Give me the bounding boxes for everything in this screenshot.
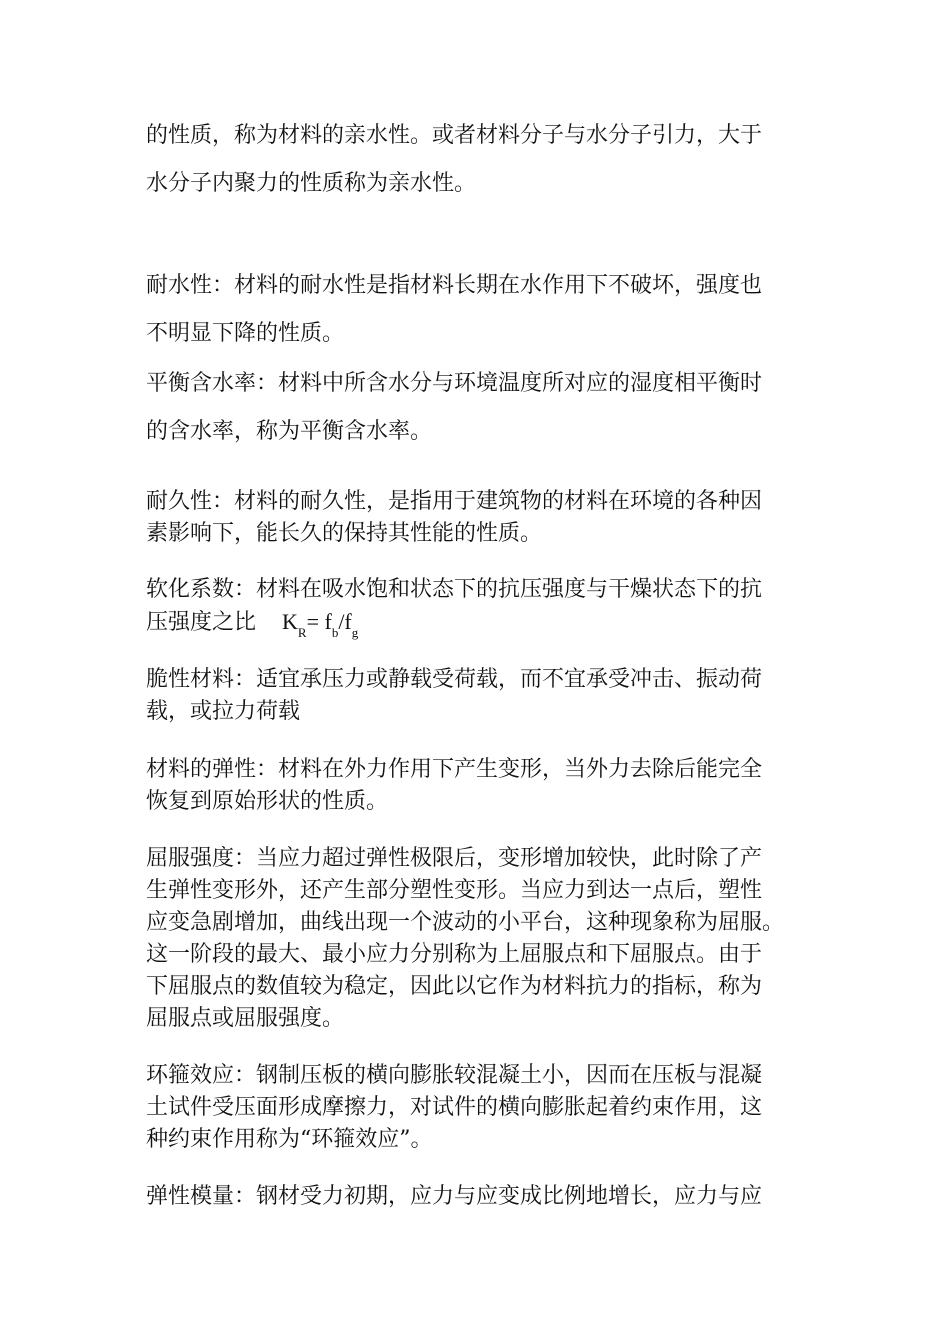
paragraph-durability	[146, 486, 810, 550]
formula-slash-f: /f	[338, 609, 352, 634]
text-line: 屈服点或屈服强度。	[146, 1006, 345, 1031]
text-segment: 压强度之比	[146, 610, 257, 635]
text-line: 的含水率，称为平衡含水率。	[146, 419, 433, 444]
text-line: 下屈服点的数值较为稳定，因此以它作为材料抗力的指标，称为	[146, 974, 763, 999]
paragraph-equilibrium-moisture	[146, 360, 810, 456]
text-line: 材料的弹性：材料在外力作用下产生变形，当外力去除后能完全	[146, 757, 763, 782]
text-line: 软化系数：材料在吸水饱和状态下的抗压强度与干燥状态下的抗	[146, 577, 763, 602]
text-line: 屈服强度：当应力超过弹性极限后，变形增加较快，此时除了产	[146, 846, 763, 871]
text-line: 素影响下，能长久的保持其性能的性质。	[146, 521, 543, 546]
formula-equals-f: = f	[306, 609, 332, 634]
text-line: 恢复到原始形状的性质。	[146, 789, 389, 814]
text-line: 不明显下降的性质。	[146, 321, 345, 346]
text-line: 平衡含水率：材料中所含水分与环境温度所对应的湿度相平衡时	[146, 371, 763, 396]
paragraph-softening-coefficient	[146, 574, 810, 638]
formula-fg-subscript: g	[351, 625, 359, 640]
text-line: 耐久性：材料的耐久性，是指用于建筑物的材料在环境的各种因	[146, 489, 763, 514]
text-line: 水分子内聚力的性质称为亲水性。	[146, 171, 477, 196]
text-line: 土试件受压面形成摩擦力，对试件的横向膨胀起着约束作用，这	[146, 1095, 763, 1120]
text-line: 耐水性：材料的耐水性是指材料长期在水作用下不破坏，强度也	[146, 273, 763, 298]
text-line: 脆性材料：适宜承压力或静载受荷载，而不宜承受冲击、振动荷	[146, 667, 763, 692]
paragraph-brittle-material	[146, 664, 810, 728]
text-line: 种约束作用称为“环箍效应”。	[146, 1127, 433, 1152]
text-line: 这一阶段的最大、最小应力分别称为上屈服点和下屈服点。由于	[146, 942, 763, 967]
formula-fb-subscript: b	[331, 625, 339, 640]
paragraph-hydrophilicity	[146, 112, 810, 208]
paragraph-elasticity	[146, 754, 810, 818]
text-line: 生弹性变形外，还产生部分塑性变形。当应力到达一点后，塑性	[146, 878, 763, 903]
paragraph-elastic-modulus	[146, 1181, 810, 1213]
text-line: 环箍效应：钢制压板的横向膨胀较混凝土小，因而在压板与混凝	[146, 1063, 763, 1088]
paragraph-water-resistance	[146, 262, 810, 358]
text-line: 载，或拉力荷载	[146, 699, 301, 724]
softening-coefficient-formula	[282, 609, 359, 640]
paragraph-yield-strength	[146, 843, 810, 1035]
text-line: 应变急剧增加，曲线出现一个波动的小平台，这种现象称为屈服。	[146, 910, 785, 935]
formula-k: K	[282, 609, 298, 634]
text-line: 的性质，称为材料的亲水性。或者材料分子与水分子引力，大于	[146, 123, 763, 148]
paragraph-hoop-effect	[146, 1060, 810, 1156]
text-line-with-formula	[146, 606, 810, 638]
text-line: 弹性模量：钢材受力初期，应力与应变成比例地增长，应力与应	[146, 1184, 763, 1209]
formula-k-subscript: R	[297, 625, 307, 640]
